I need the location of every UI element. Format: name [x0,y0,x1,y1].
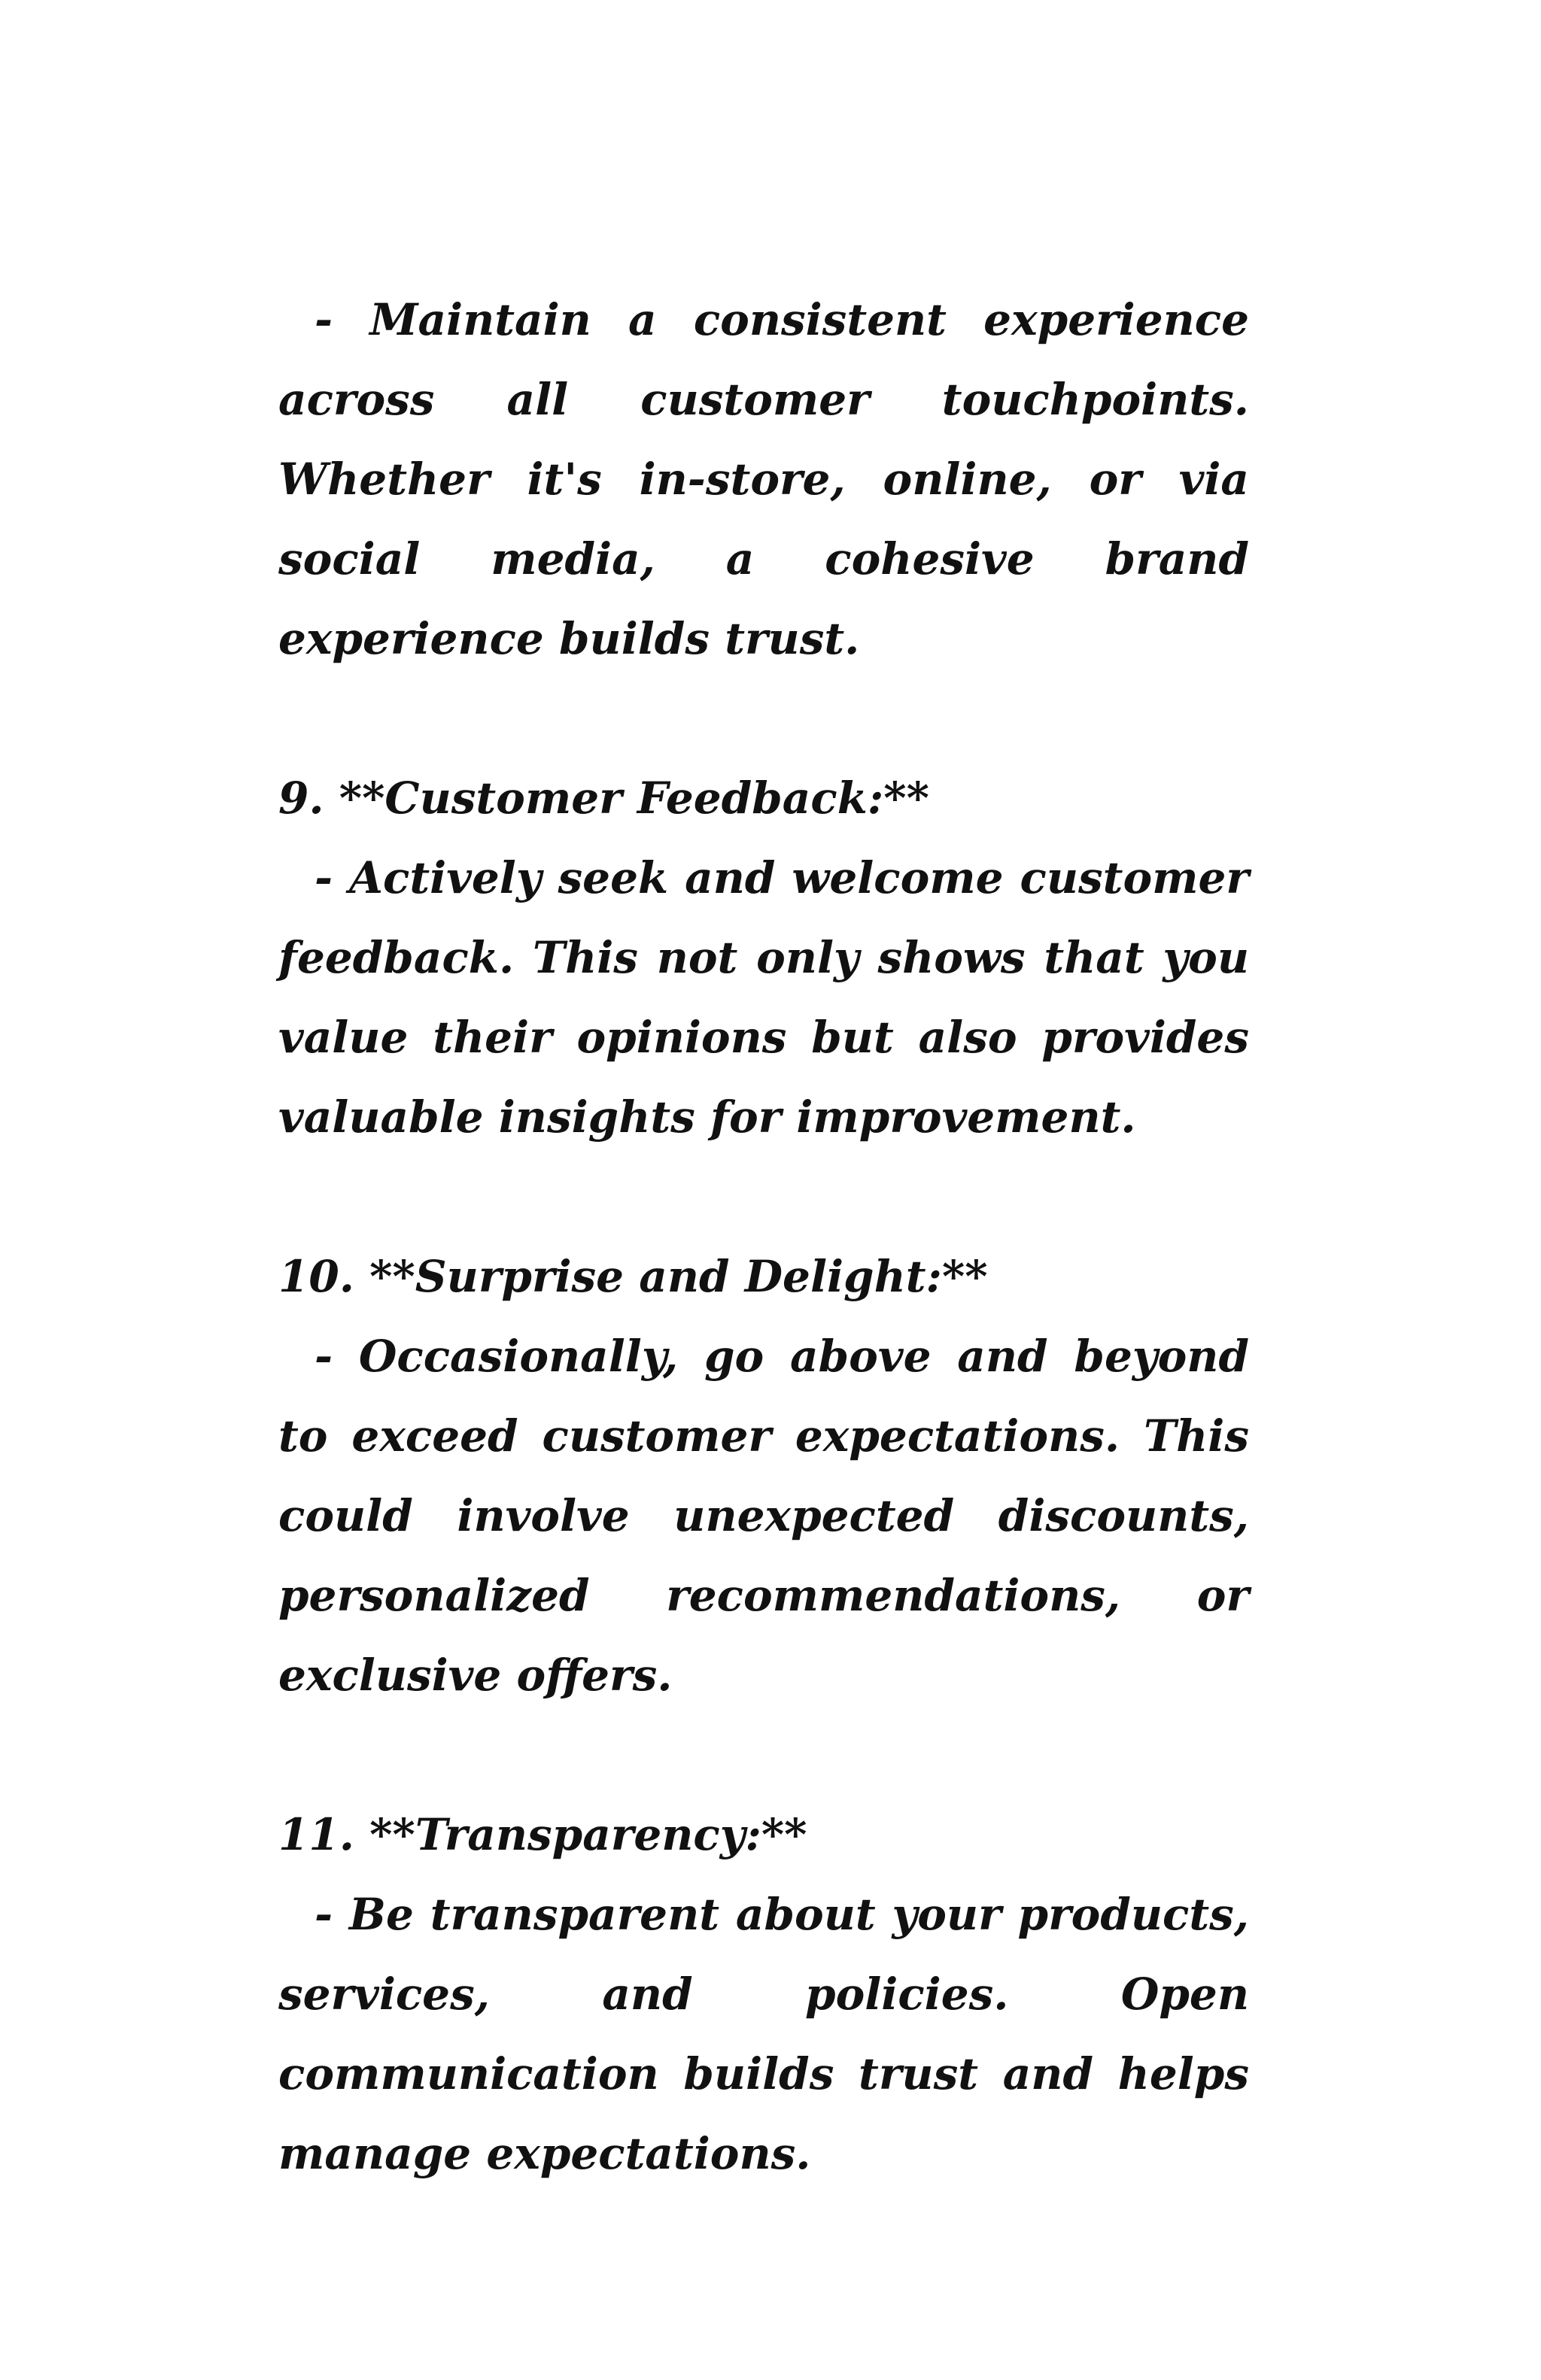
paragraph-transparency: - Be transparent about your products, services, and policies. Open communication builds trust and helps manage expectations. [278,1889,1249,2179]
document-page [278,280,1249,2193]
spacer [278,1715,1249,1795]
heading-surprise-and-delight: 10. **Surprise and Delight:** [278,1251,988,1302]
spacer [278,678,1249,758]
heading-customer-feedback: 9. **Customer Feedback:** [278,773,929,824]
paragraph-customer-feedback: - Actively seek and welcome customer feedback. This not only shows that you value their opinions but also provides valuable insights for improvement. [278,852,1249,1143]
spacer [278,1157,1249,1237]
heading-transparency: 11. **Transparency:** [278,1809,807,1860]
paragraph-surprise-and-delight: - Occasionally, go above and beyond to exceed customer expectations. This could involve unexpected discounts, personalized recommendations, or exclusive offers. [278,1331,1249,1701]
paragraph-consistent-experience: - Maintain a consistent experience across all customer touchpoints. Whether it's in-store, online, or via social media, a cohesive brand experience builds trust. [278,294,1249,664]
